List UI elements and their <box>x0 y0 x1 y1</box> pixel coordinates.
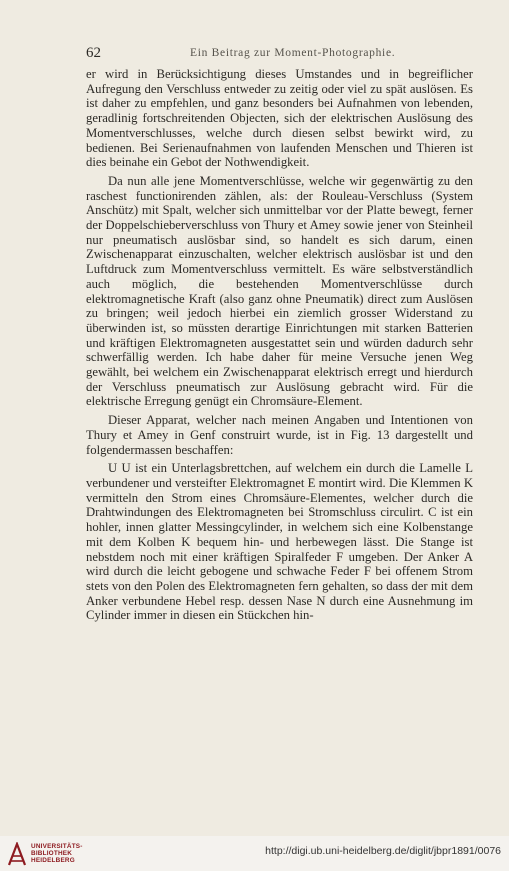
paragraph-4: U U ist ein Unterlagsbrettchen, auf welchem ein durch die Lamelle L verbundener und versteifter Elektromagnet E montirt wird. Die Klemmen K vermitteln den Strom eines Chromsäure-Elementes, welcher durch die Drahtwindungen des Elektromagneten bei Stromschluss circulirt. C ist ein hohler, innen glatter Messingcylinder, in welchem sich eine Kolbenstange mit dem Kolben K bequem hin- und herbewegen lässt. Die Stange ist nebstdem noch mit einer kräftigen Spiralfeder F umgeben. Der Anker A wird durch die leicht gebogene und schwache Feder F bei offenem Strom stets von den Polen des Elektromagneten fern gehalten, so dass der mit dem Anker verbundene Hebel resp. dessen Nase N durch eine Ausnehmung im Cylinder immer in diesen ein Stückchen hin- <box>86 461 473 623</box>
body-text <box>86 67 473 627</box>
library-seal-icon <box>8 842 26 866</box>
page-number: 62 <box>86 45 101 61</box>
page-header <box>86 45 471 63</box>
library-logo <box>8 840 83 868</box>
running-head: Ein Beitrag zur Moment-Photographie. <box>190 47 396 59</box>
paragraph-1: er wird in Berücksichtigung dieses Umstandes und in begreiflicher Aufregung den Verschluss entweder zu zeitig oder viel zu spät auslösen. Es ist daher zu empfehlen, und ganz besonders bei Aufnahmen von lebenden, geradlinig fortschreitenden Objecten, sich der elektrischen Auslösung des Momentverschlusses, welche durch diesen selbst bewirkt wird, zu bedienen. Bei Serienaufnahmen von laufenden Menschen und Thieren ist dies beinahe ein Gebot der Nothwendigkeit. <box>86 67 473 170</box>
source-url-link[interactable]: http://digi.ub.uni-heidelberg.de/diglit/jbpr1891/0076 <box>265 845 501 857</box>
paragraph-3: Dieser Apparat, welcher nach meinen Angaben und Intentionen von Thury et Amey in Genf construirt wurde, ist in Fig. 13 dargestellt und folgendermassen beschaffen: <box>86 413 473 457</box>
logo-text: UNIVERSITÄTS- BIBLIOTHEK HEIDELBERG <box>31 843 83 864</box>
footer-bar <box>0 836 509 871</box>
paragraph-2: Da nun alle jene Momentverschlüsse, welche wir gegenwärtig zu den raschest functionirenden zählen, als: der Rouleau-Verschluss (System Anschütz) mit Spalt, welcher sich unmittelbar vor der Platte bewegt, ferner der Doppelschieberverschluss von Thury et Amey sowie jener von Steinheil nur pneumatisch auslösbar sind, so handelt es sich darum, einen Zwischenapparat einzuschalten, welcher elektrisch auslösbar ist und den Luftdruck zum Momentverschluss vermittelt. Es wäre selbstverständlich auch möglich, die bestehenden Momentverschlüsse durch elektromagnetische Kraft (also ganz ohne Pneumatik) direct zum Auslösen zu bringen; weil jedoch hierbei ein ziemlich grosser Widerstand zu überwinden ist, so müssten derartige Einrichtungen mit starken Batterien und kräftigen Elektromagneten ausgestattet sein und würden dadurch sehr schwerfällig werden. Ich habe daher für meine Versuche jenen Weg gewählt, bei welchem ein Zwischenapparat elektrisch erregt und hierdurch der Verschluss pneumatisch zur Auslösung gebracht wird. Für die elektrische Erregung genügt ein Chromsäure-Element. <box>86 173 473 409</box>
